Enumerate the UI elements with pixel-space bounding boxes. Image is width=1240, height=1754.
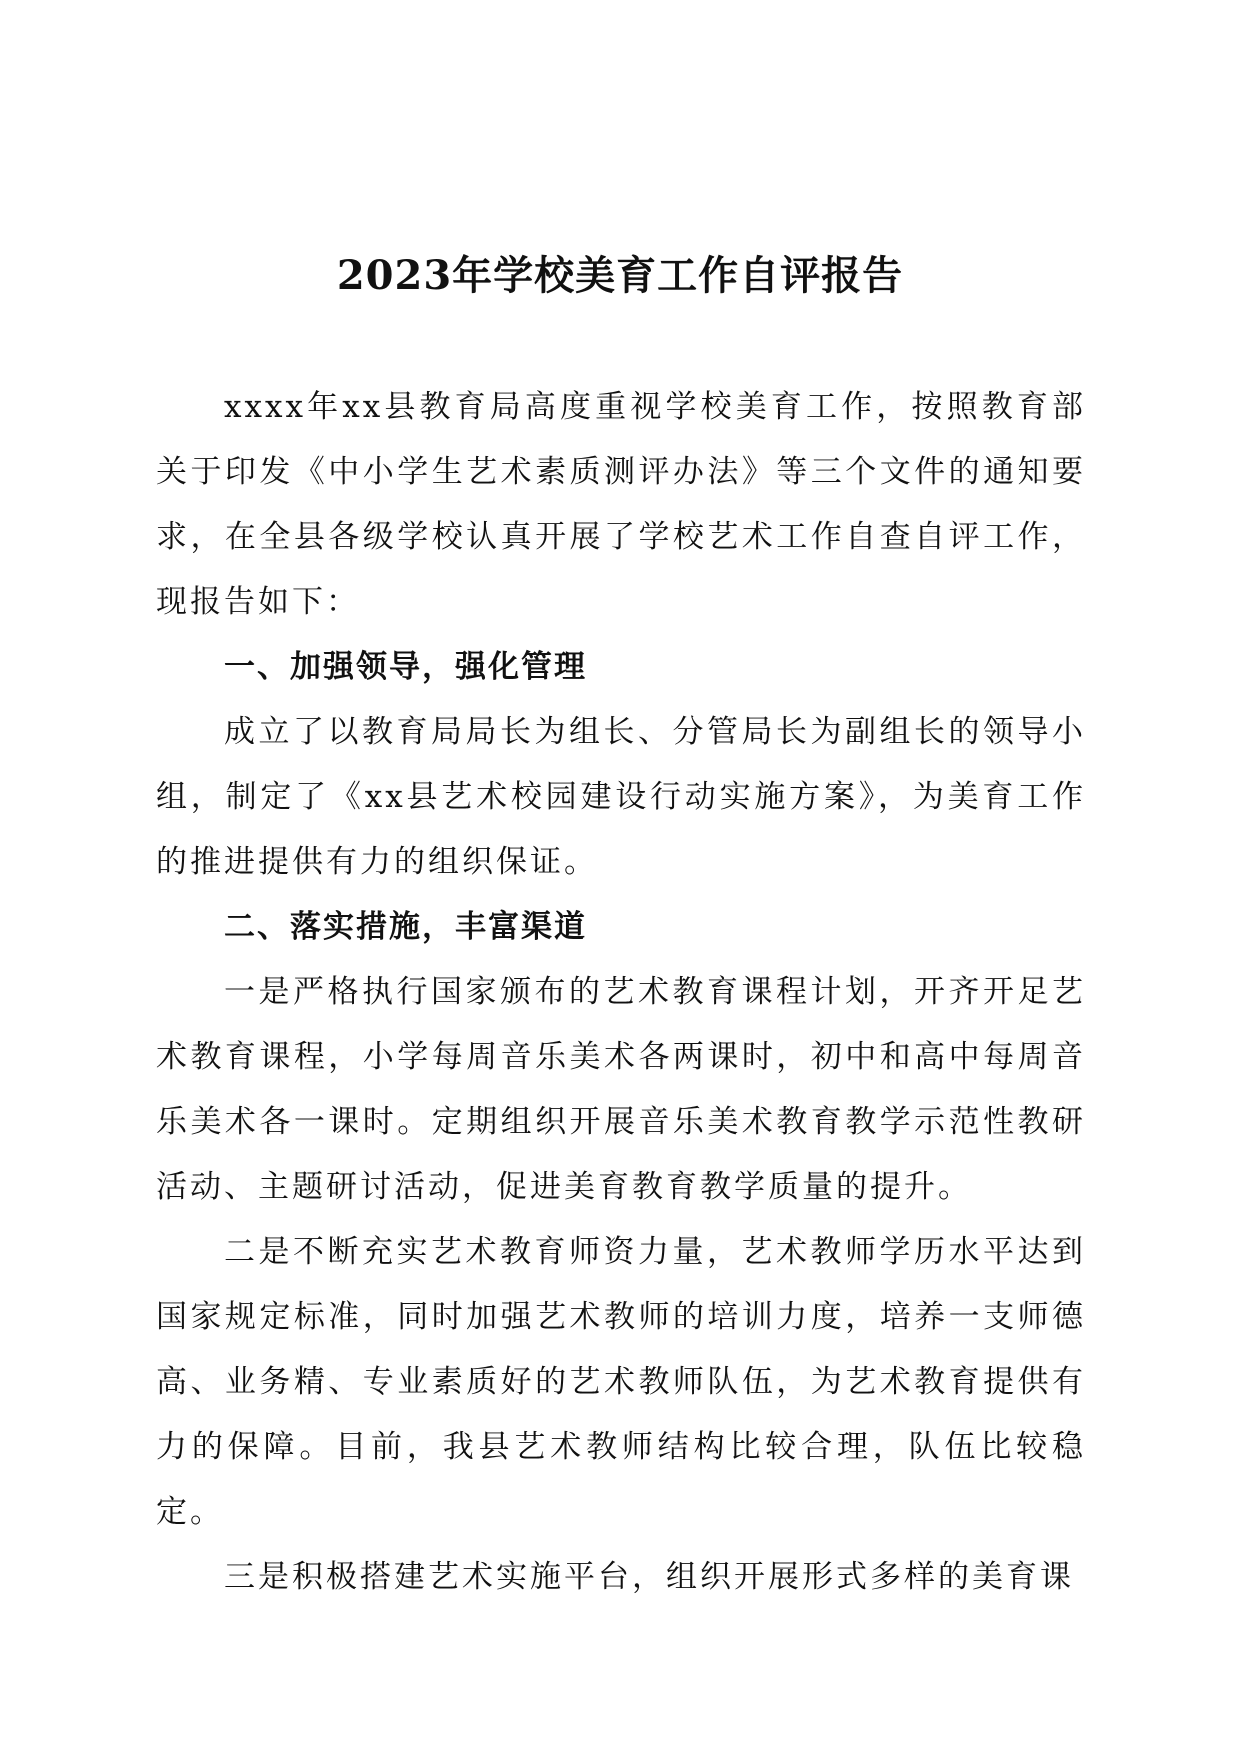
intro-paragraph: xxxx年xx县教育局高度重视学校美育工作，按照教育部关于印发《中小学生艺术素质测评办法》等三个文件的通知要求，在全县各级学校认真开展了学校艺术工作自查自评工作，现报告如下：	[156, 389, 1086, 620]
section-2-paragraph-1: 一是严格执行国家颁布的艺术教育课程计划，开齐开足艺术教育课程，小学每周音乐美术各两课时，初中和高中每周音乐美术各一课时。定期组织开展音乐美术教育教学示范性教研活动、主题研讨活动，促进美育教育教学质量的提升。	[156, 974, 1086, 1205]
section-2-paragraph-3: 三是积极搭建艺术实施平台，组织开展形式多样的美育课	[224, 1559, 1074, 1595]
section-2-paragraph-2: 二是不断充实艺术教育师资力量，艺术教师学历水平达到国家规定标准，同时加强艺术教师的培训力度，培养一支师德高、业务精、专业素质好的艺术教师队伍，为艺术教育提供有力的保障。目前，我县艺术教师结构比较合理，队伍比较稳定。	[156, 1234, 1086, 1530]
document-body	[156, 375, 1086, 1610]
section-2-heading: 二、落实措施，丰富渠道	[224, 909, 587, 945]
section-1-heading: 一、加强领导，强化管理	[224, 649, 587, 685]
document-title: 2023年学校美育工作自评报告	[336, 252, 904, 299]
section-1-paragraph: 成立了以教育局局长为组长、分管局长为副组长的领导小组，制定了《xx县艺术校园建设行动实施方案》，为美育工作的推进提供有力的组织保证。	[156, 714, 1086, 880]
